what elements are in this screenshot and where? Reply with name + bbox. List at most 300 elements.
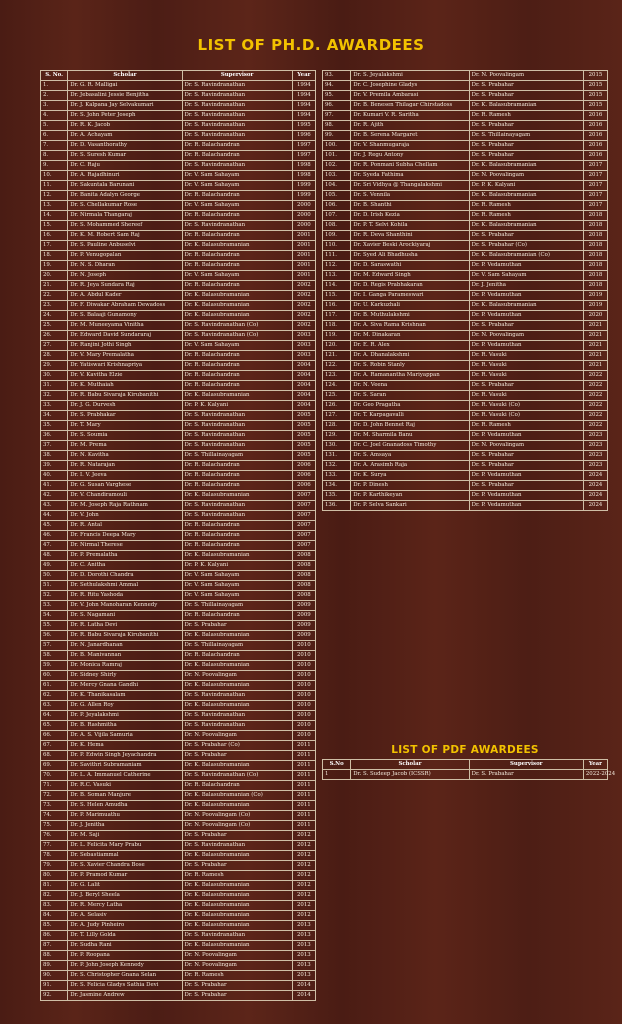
cell-year: 2022 [583, 371, 607, 381]
table-row [323, 221, 608, 231]
cell-year: 2009 [292, 631, 315, 641]
cell-sno: 136. [323, 501, 351, 511]
phd-table-right [322, 70, 608, 511]
cell-scholar: Dr. V. John [68, 511, 182, 521]
table-row [41, 891, 316, 901]
cell-scholar: Dr. J. Regu Antony [351, 151, 469, 161]
cell-scholar: Dr. B. Serena Margaret [351, 131, 469, 141]
table-row [323, 231, 608, 241]
cell-sno: 27. [41, 341, 68, 351]
cell-year: 2013 [292, 971, 315, 981]
cell-year: 2010 [292, 671, 315, 681]
cell-sno: 114. [323, 281, 351, 291]
cell-sno: 87. [41, 941, 68, 951]
table-row [323, 471, 608, 481]
cell-supervisor: Dr. P. Vedamuthan [469, 491, 583, 501]
table-row [41, 571, 316, 581]
cell-scholar: Dr. S. Felicia Gladys Sathia Devi [68, 981, 182, 991]
table-row [41, 91, 316, 101]
cell-supervisor: Dr. P. Vedamuthan [469, 431, 583, 441]
cell-sno: 125. [323, 391, 351, 401]
cell-year: 1998 [292, 161, 315, 171]
cell-year: 2010 [292, 691, 315, 701]
cell-sno: 62. [41, 691, 68, 701]
cell-year: 2010 [292, 701, 315, 711]
table-row [41, 371, 316, 381]
table-row [41, 111, 316, 121]
cell-supervisor: Dr. S. Ravindranathan [182, 131, 292, 141]
cell-sno: 119. [323, 331, 351, 341]
table-row [41, 671, 316, 681]
cell-year: 2007 [292, 511, 315, 521]
cell-sno: 96. [323, 101, 351, 111]
header-year: Year [583, 760, 607, 770]
cell-year: 2011 [292, 771, 315, 781]
cell-sno: 42. [41, 491, 68, 501]
cell-scholar: Dr. Sebastiammal [68, 851, 182, 861]
cell-year: 2021 [583, 341, 607, 351]
cell-scholar: Dr. T. Mary [68, 421, 182, 431]
table-row [323, 371, 608, 381]
cell-sno: 121. [323, 351, 351, 361]
cell-sno: 80. [41, 871, 68, 881]
table-row [323, 121, 608, 131]
table-row [323, 351, 608, 361]
cell-scholar: Dr. S. Pauline Anbuselvi [68, 241, 182, 251]
cell-supervisor: Dr. S. Prabahar [182, 621, 292, 631]
cell-sno: 130. [323, 441, 351, 451]
cell-scholar: Dr. Monica Ramraj [68, 661, 182, 671]
cell-sno: 76. [41, 831, 68, 841]
cell-supervisor: Dr. J. Jenitha [469, 281, 583, 291]
table-row [41, 801, 316, 811]
cell-scholar: Dr. R. Natarajan [68, 461, 182, 471]
cell-sno: 120. [323, 341, 351, 351]
cell-sno: 102. [323, 161, 351, 171]
cell-scholar: Dr. Francis Deepa Mary [68, 531, 182, 541]
cell-scholar: Dr. V. Mary Premalatha [68, 351, 182, 361]
cell-sno: 134. [323, 481, 351, 491]
cell-sno: 67. [41, 741, 68, 751]
cell-supervisor: Dr. K. Balasubramanian [469, 161, 583, 171]
cell-year: 1995 [292, 121, 315, 131]
cell-sno: 37. [41, 441, 68, 451]
cell-year: 2023 [583, 451, 607, 461]
table-row [323, 291, 608, 301]
cell-supervisor: Dr. R. Balachandran [182, 211, 292, 221]
cell-sno: 131. [323, 451, 351, 461]
cell-supervisor: Dr. S. Prabahar [469, 451, 583, 461]
cell-sno: 35. [41, 421, 68, 431]
cell-sno: 22. [41, 291, 68, 301]
cell-sno: 105. [323, 191, 351, 201]
cell-year: 1994 [292, 101, 315, 111]
cell-supervisor: Dr. S. Prabahar [469, 151, 583, 161]
cell-supervisor: Dr. N. Poovalingam [469, 331, 583, 341]
cell-scholar: Dr. F. Diwakar Abraham Dewadoss [68, 301, 182, 311]
table-row [323, 431, 608, 441]
cell-sno: 106. [323, 201, 351, 211]
table-row [41, 761, 316, 771]
cell-year: 1998 [292, 171, 315, 181]
cell-scholar: Dr. B. Rashmitha [68, 721, 182, 731]
cell-supervisor: Dr. P. K. Kalyani [182, 561, 292, 571]
cell-supervisor: Dr. K. Balasubramanian [182, 681, 292, 691]
cell-supervisor: Dr. K. Balasubramanian [182, 911, 292, 921]
cell-supervisor: Dr. K. Balasubramanian [182, 891, 292, 901]
cell-supervisor: Dr. R. Balachandran [182, 471, 292, 481]
cell-supervisor: Dr. K. Balasubramanian [182, 921, 292, 931]
cell-year: 1997 [292, 141, 315, 151]
cell-scholar: Dr. R. Jeya Sundara Raj [68, 281, 182, 291]
table-row [41, 121, 316, 131]
table-row [323, 401, 608, 411]
header-supervisor: Supervisor [182, 71, 292, 81]
cell-year: 2004 [292, 401, 315, 411]
cell-scholar: Dr. N. S. Dharan [68, 261, 182, 271]
cell-supervisor: Dr. S. Prabahar [469, 381, 583, 391]
cell-supervisor: Dr. S. Ravindranathan [182, 431, 292, 441]
cell-sno: 128. [323, 421, 351, 431]
cell-year: 2012 [292, 861, 315, 871]
cell-supervisor: Dr. R. Vasuki [469, 371, 583, 381]
cell-scholar: Dr. L. Felicita Mary Prabu [68, 841, 182, 851]
cell-year: 2006 [292, 461, 315, 471]
cell-scholar: Dr. C. Raju [68, 161, 182, 171]
cell-year: 1996 [292, 131, 315, 141]
cell-sno: 52. [41, 591, 68, 601]
cell-scholar: Dr. S. Sudeep Jacob (ICSSR) [351, 770, 469, 780]
cell-supervisor: Dr. N. Poovalingam [182, 951, 292, 961]
cell-supervisor: Dr. R. Ramesh [182, 871, 292, 881]
cell-year: 2023 [583, 461, 607, 471]
cell-supervisor: Dr. K. Balasubramanian [182, 661, 292, 671]
cell-year: 1994 [292, 81, 315, 91]
table-row [41, 491, 316, 501]
cell-year: 2001 [292, 261, 315, 271]
cell-supervisor: Dr. S. Ravindranathan [182, 721, 292, 731]
cell-year: 2010 [292, 651, 315, 661]
cell-year: 2017 [583, 161, 607, 171]
cell-supervisor: Dr. R. Ramesh [469, 211, 583, 221]
cell-year: 2011 [292, 791, 315, 801]
cell-sno: 81. [41, 881, 68, 891]
cell-scholar: Dr. B. Benesen Thilagar Chirstadoss [351, 101, 469, 111]
cell-scholar: Dr. G. Susan Varghese [68, 481, 182, 491]
cell-supervisor: Dr. R. Balachandran [182, 481, 292, 491]
cell-supervisor: Dr. P. K. Kalyani [182, 401, 292, 411]
table-row [323, 91, 608, 101]
cell-year: 2000 [292, 221, 315, 231]
table-row [41, 321, 316, 331]
cell-year: 2016 [583, 131, 607, 141]
cell-supervisor: Dr. R. Balachandran [182, 361, 292, 371]
cell-supervisor: Dr. R. Balachandran [182, 371, 292, 381]
cell-sno: 90. [41, 971, 68, 981]
cell-supervisor: Dr. R. Ramesh [182, 971, 292, 981]
cell-sno: 17. [41, 241, 68, 251]
cell-year: 2012 [292, 871, 315, 881]
table-row [41, 521, 316, 531]
cell-scholar: Dr. Syed Ali Bhadhusha [351, 251, 469, 261]
table-row [41, 621, 316, 631]
cell-sno: 79. [41, 861, 68, 871]
cell-supervisor: Dr. S. Prabahar [469, 481, 583, 491]
table-header-row [41, 71, 316, 81]
cell-supervisor: Dr. S. Ravindranathan (Co) [182, 771, 292, 781]
cell-supervisor: Dr. S. Ravindranathan [182, 161, 292, 171]
table-row [41, 941, 316, 951]
cell-scholar: Dr. N. Joseph [68, 271, 182, 281]
cell-year: 2012 [292, 841, 315, 851]
cell-year: 2022 [583, 421, 607, 431]
cell-sno: 122. [323, 361, 351, 371]
cell-year: 2005 [292, 421, 315, 431]
cell-supervisor: Dr. R. Balachandran [182, 251, 292, 261]
cell-year: 2006 [292, 471, 315, 481]
cell-sno: 69. [41, 761, 68, 771]
cell-supervisor: Dr. K. Balasubramanian [182, 761, 292, 771]
cell-sno: 1 [323, 770, 351, 780]
cell-year: 2007 [292, 501, 315, 511]
cell-scholar: Dr. R. Deva Shanthini [351, 231, 469, 241]
cell-scholar: Dr. R. Babu Sivaraja Kirubanithi [68, 391, 182, 401]
cell-supervisor: Dr. S. Ravindranathan [182, 81, 292, 91]
cell-year: 2011 [292, 781, 315, 791]
cell-supervisor: Dr. R. Balachandran [182, 351, 292, 361]
table-row [41, 961, 316, 971]
cell-supervisor: Dr. S. Ravindranathan [182, 111, 292, 121]
cell-scholar: Dr. P. T. Selvi Kohila [351, 221, 469, 231]
cell-supervisor: Dr. R. Vasuki [469, 391, 583, 401]
table-row [41, 461, 316, 471]
cell-scholar: Dr. C. Joel Gnanadoss Timothy [351, 441, 469, 451]
cell-sno: 25. [41, 321, 68, 331]
cell-supervisor: Dr. R. Vasuki [469, 361, 583, 371]
cell-year: 2015 [583, 81, 607, 91]
cell-supervisor: Dr. K. Balasubramanian [469, 301, 583, 311]
table-row [41, 171, 316, 181]
cell-year: 2016 [583, 121, 607, 131]
cell-scholar: Dr. G. R. Malligai [68, 81, 182, 91]
cell-scholar: Dr. S. Jeyalakshmi [351, 71, 469, 81]
cell-sno: 39. [41, 461, 68, 471]
cell-year: 2005 [292, 441, 315, 451]
cell-sno: 44. [41, 511, 68, 521]
table-row [323, 71, 608, 81]
cell-supervisor: Dr. P. Vedamuthan [469, 471, 583, 481]
table-row [323, 441, 608, 451]
table-row [41, 281, 316, 291]
cell-scholar: Dr. I. Ganga Parameswari [351, 291, 469, 301]
cell-scholar: Dr. Sakuntala Barunani [68, 181, 182, 191]
cell-supervisor: Dr. S. Ravindranathan [182, 501, 292, 511]
cell-year: 2017 [583, 181, 607, 191]
cell-year: 2001 [292, 241, 315, 251]
cell-scholar: Dr. T. Karpagavalli [351, 411, 469, 421]
table-row [323, 451, 608, 461]
cell-scholar: Dr. Syeda Fathima [351, 171, 469, 181]
pdf-table [322, 759, 616, 780]
cell-supervisor: Dr. R. Ramesh [469, 201, 583, 211]
cell-sno: 13. [41, 201, 68, 211]
cell-year: 2009 [292, 621, 315, 631]
table-row [41, 551, 316, 561]
cell-supervisor: Dr. V. Sam Sahayam [469, 271, 583, 281]
cell-year: 2006 [292, 481, 315, 491]
cell-sno: 115. [323, 291, 351, 301]
header-sno: S. No. [41, 71, 68, 81]
cell-year: 2012 [292, 891, 315, 901]
cell-year: 2002 [292, 321, 315, 331]
cell-scholar: Dr. A. Selasiv [68, 911, 182, 921]
cell-year: 2018 [583, 221, 607, 231]
table-row [41, 611, 316, 621]
cell-year: 2008 [292, 551, 315, 561]
cell-sno: 101. [323, 151, 351, 161]
cell-supervisor: Dr. K. Balasubramanian (Co) [469, 251, 583, 261]
cell-year: 2004 [292, 391, 315, 401]
table-row [41, 291, 316, 301]
cell-year: 2015 [583, 91, 607, 101]
cell-sno: 108. [323, 221, 351, 231]
table-row [323, 161, 608, 171]
table-row [323, 281, 608, 291]
cell-scholar: Dr. G. Allen Roy [68, 701, 182, 711]
cell-sno: 1. [41, 81, 68, 91]
table-row [323, 191, 608, 201]
table-row [41, 811, 316, 821]
cell-sno: 21. [41, 281, 68, 291]
table-row [323, 770, 608, 780]
cell-sno: 50. [41, 571, 68, 581]
cell-sno: 34. [41, 411, 68, 421]
header-sno: S.No [323, 760, 351, 770]
cell-sno: 14. [41, 211, 68, 221]
cell-year: 2008 [292, 571, 315, 581]
cell-sno: 15. [41, 221, 68, 231]
cell-sno: 58. [41, 651, 68, 661]
table-row [41, 401, 316, 411]
cell-sno: 66. [41, 731, 68, 741]
cell-scholar: Dr. E. R. Alex [351, 341, 469, 351]
table-row [41, 481, 316, 491]
cell-supervisor: Dr. S. Prabahar (Co) [469, 241, 583, 251]
cell-scholar: Dr. P. Premalatha [68, 551, 182, 561]
cell-sno: 98. [323, 121, 351, 131]
cell-scholar: Dr. R. K. Jacob [68, 121, 182, 131]
cell-supervisor: Dr. K. Balasubramanian [182, 801, 292, 811]
cell-sno: 77. [41, 841, 68, 851]
cell-supervisor: Dr. S. Ravindranathan [182, 221, 292, 231]
cell-supervisor: Dr. R. Ramesh [469, 421, 583, 431]
cell-year: 2017 [583, 171, 607, 181]
cell-supervisor: Dr. P. K. Kalyani [469, 181, 583, 191]
cell-supervisor: Dr. P. Vedamuthan [469, 341, 583, 351]
cell-supervisor: Dr. N. Poovalingam [469, 171, 583, 181]
cell-sno: 56. [41, 631, 68, 641]
cell-sno: 38. [41, 451, 68, 461]
table-row [323, 131, 608, 141]
cell-year: 2011 [292, 801, 315, 811]
cell-sno: 73. [41, 801, 68, 811]
cell-scholar: Dr. D. Saraswathi [351, 261, 469, 271]
table-row [41, 871, 316, 881]
cell-scholar: Dr. A. Achayam [68, 131, 182, 141]
cell-year: 1994 [292, 111, 315, 121]
cell-scholar: Dr. P. Marimuathu [68, 811, 182, 821]
cell-year: 2003 [292, 341, 315, 351]
table-row [323, 241, 608, 251]
cell-scholar: Dr. Sethulakshmi Ammal [68, 581, 182, 591]
cell-scholar: Dr. R. Latha Devi [68, 621, 182, 631]
cell-supervisor: Dr. R. Balachandran [182, 231, 292, 241]
table-row [41, 851, 316, 861]
cell-year: 2015 [583, 71, 607, 81]
cell-scholar: Dr. C. Anitha [68, 561, 182, 571]
cell-sno: 36. [41, 431, 68, 441]
cell-year: 2007 [292, 491, 315, 501]
cell-year: 2010 [292, 711, 315, 721]
cell-sno: 135. [323, 491, 351, 501]
cell-scholar: Dr. Sudha Rani [68, 941, 182, 951]
cell-sno: 78. [41, 851, 68, 861]
cell-supervisor: Dr. K. Balasubramanian [182, 881, 292, 891]
cell-sno: 3. [41, 101, 68, 111]
table-row [41, 701, 316, 711]
cell-scholar: Dr. A. Rajadhinuri [68, 171, 182, 181]
cell-supervisor: Dr. R. Balachandran [182, 141, 292, 151]
cell-sno: 55. [41, 621, 68, 631]
cell-supervisor: Dr. N. Poovalingam [182, 671, 292, 681]
table-row [41, 391, 316, 401]
table-row [41, 651, 316, 661]
cell-supervisor: Dr. S. Ravindranathan [182, 931, 292, 941]
cell-supervisor: Dr. N. Poovalingam (Co) [182, 811, 292, 821]
cell-supervisor: Dr. R. Balachandran [182, 531, 292, 541]
cell-sno: 89. [41, 961, 68, 971]
cell-sno: 65. [41, 721, 68, 731]
table-row [323, 491, 608, 501]
cell-sno: 57. [41, 641, 68, 651]
cell-scholar: Dr. N. Veena [351, 381, 469, 391]
cell-year: 2007 [292, 541, 315, 551]
cell-scholar: Dr. S. Soumia [68, 431, 182, 441]
cell-supervisor: Dr. P. Vedamuthan [469, 291, 583, 301]
table-row [41, 221, 316, 231]
cell-sno: 110. [323, 241, 351, 251]
cell-supervisor: Dr. R. Vasuki (Co) [469, 411, 583, 421]
table-row [41, 431, 316, 441]
table-row [41, 731, 316, 741]
cell-scholar: Dr. R. Babu Sivaraja Kirubanithi [68, 631, 182, 641]
cell-sno: 6. [41, 131, 68, 141]
cell-supervisor: Dr. K. Balasubramanian [182, 311, 292, 321]
table-row [41, 381, 316, 391]
table-row [41, 301, 316, 311]
cell-scholar: Dr. M. Joseph Raja Rathnam [68, 501, 182, 511]
table-row [41, 971, 316, 981]
cell-scholar: Dr. Banita Adalyn George [68, 191, 182, 201]
cell-supervisor: Dr. S. Ravindranathan (Co) [182, 331, 292, 341]
cell-sno: 47. [41, 541, 68, 551]
cell-scholar: Dr. K. Surya [351, 471, 469, 481]
cell-year: 2002 [292, 301, 315, 311]
table-row [41, 741, 316, 751]
cell-scholar: Dr. Edward David Sundararaj [68, 331, 182, 341]
cell-supervisor: Dr. S. Prabahar [469, 81, 583, 91]
cell-year: 2002 [292, 281, 315, 291]
